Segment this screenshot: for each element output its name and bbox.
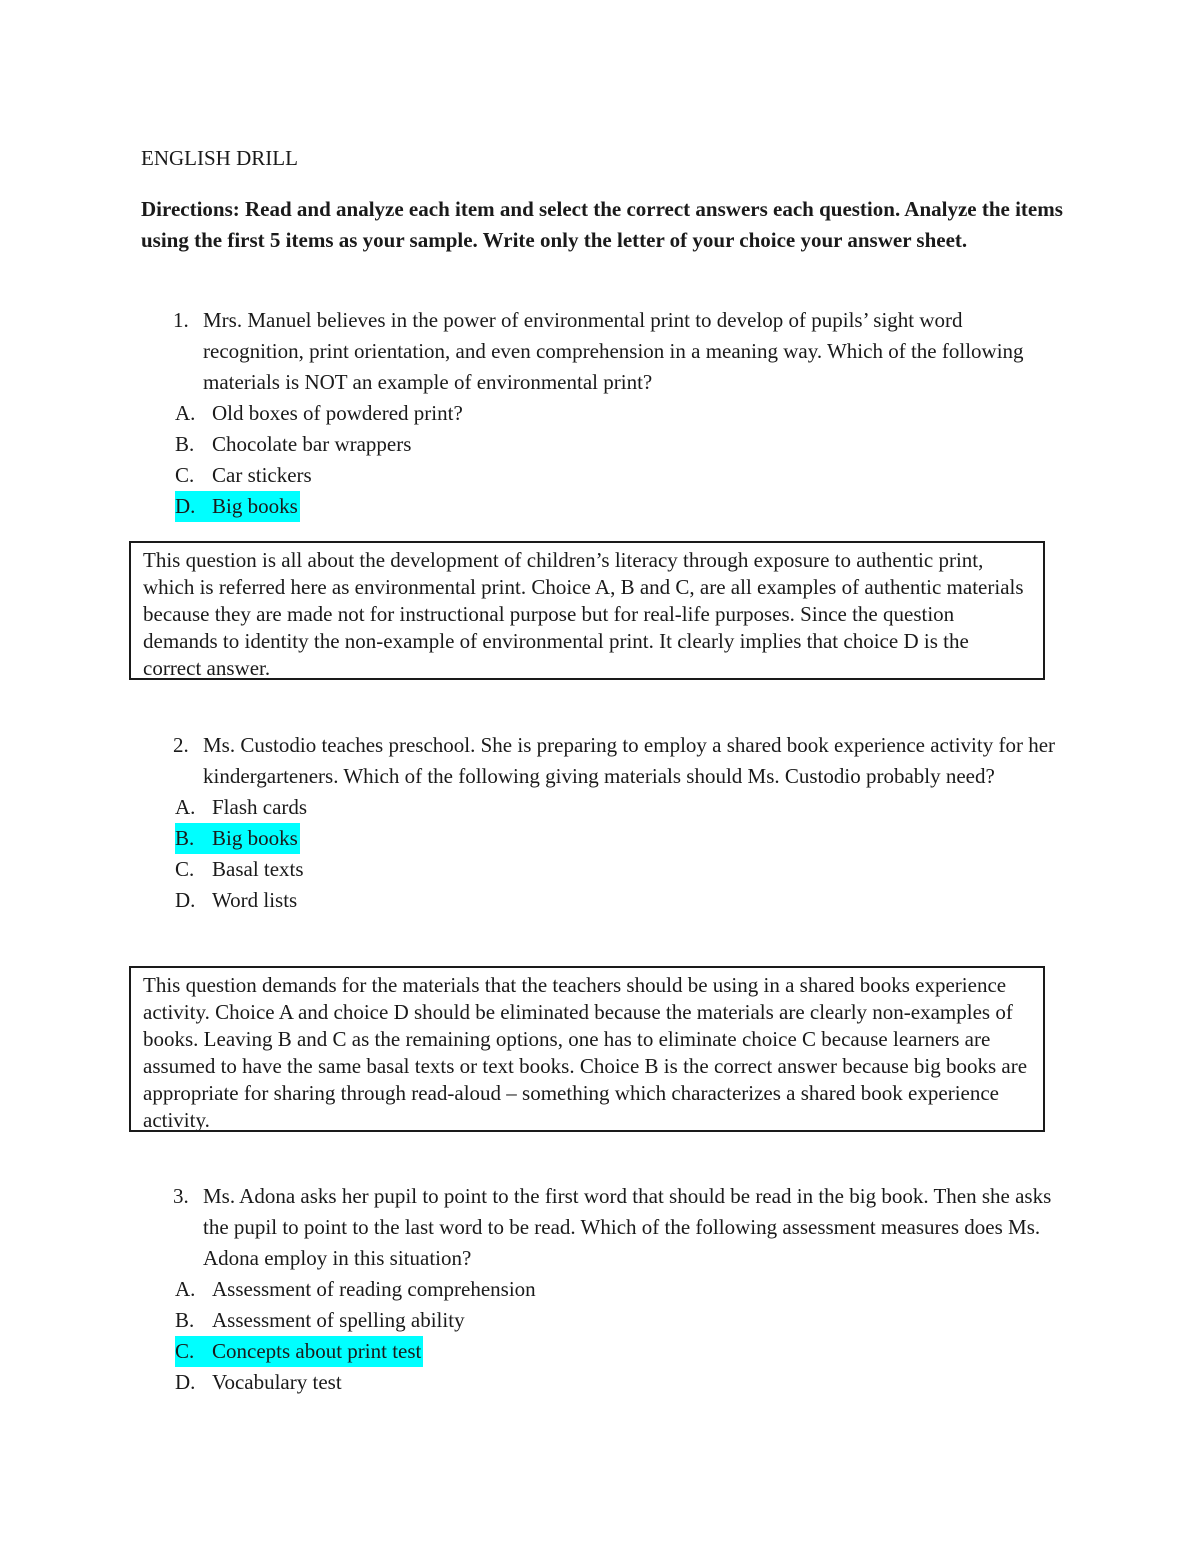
choice-d: D. Vocabulary test [175,1370,342,1394]
question-number: 1. [173,308,189,332]
question-3 [141,1181,1061,1398]
choice-b-correct [141,823,1061,854]
choice-d: D. Word lists [175,888,298,912]
question-text: Ms. Adona asks her pupil to point to the first word that should be read in the big book. Then she asks the pupil to point to the last word to be read. Which of the following assessment measures does Ms. Adona employ in this situation? [203,1184,1052,1270]
question-text: Ms. Custodio teaches preschool. She is preparing to employ a shared book experience activity for her kindergarteners. Which of the following giving materials should Ms. Custodio probably need? [203,733,1056,788]
answer-highlight: B. Big books [175,823,300,854]
question-number: 3. [173,1184,189,1208]
choice-c: C. Car stickers [175,463,312,487]
choice-a: A. Flash cards [175,795,308,819]
choice-list [141,398,1061,522]
directions-text: Directions: Read and analyze each item and select the correct answers each question. Analyze the items using the first 5 items as your sample. Write only the letter of your choice your answer sheet. [141,197,1063,252]
choice-list [141,792,1061,916]
choice-c-correct [141,1336,1061,1367]
answer-highlight: C. Concepts about print test [175,1336,423,1367]
answer-highlight: D. Big books [175,491,300,522]
choice-list [141,1274,1061,1398]
choice-a: A. Assessment of reading comprehension [175,1277,536,1301]
question-2 [141,730,1061,916]
question-1 [141,305,1061,522]
choice-b: B. Chocolate bar wrappers [175,432,412,456]
choice-b: B. Assessment of spelling ability [175,1308,465,1332]
document-title: ENGLISH DRILL [141,146,298,170]
choice-c: C. Basal texts [175,857,304,881]
explanation-box-2: This question demands for the materials that the teachers should be using in a shared books experience activity. Choice A and choice D should be eliminated because the materials are clearly non-examples of books. Leaving B and C as the remaining options, one has to eliminate choice C because learners are assumed to have the same basal texts or text books. Choice B is the correct answer because big books are appropriate for sharing through read-aloud – something which characterizes a shared book experience activity. [129,966,1045,1132]
choice-a: A. Old boxes of powdered print? [175,401,463,425]
question-number: 2. [173,733,189,757]
choice-d-correct [141,491,1061,522]
question-text: Mrs. Manuel believes in the power of environmental print to develop of pupils’ sight word recognition, print orientation, and even comprehension in a meaning way. Which of the following materials is NOT an example of environmental print? [203,308,1024,394]
explanation-box-1: This question is all about the development of children’s literacy through exposure to authentic print, which is referred here as environmental print. Choice A, B and C, are all examples of authentic materials because they are made not for instructional purpose but for real-life purposes. Since the question demands to identity the non-example of environmental print. It clearly implies that choice D is the correct answer. [129,541,1045,680]
